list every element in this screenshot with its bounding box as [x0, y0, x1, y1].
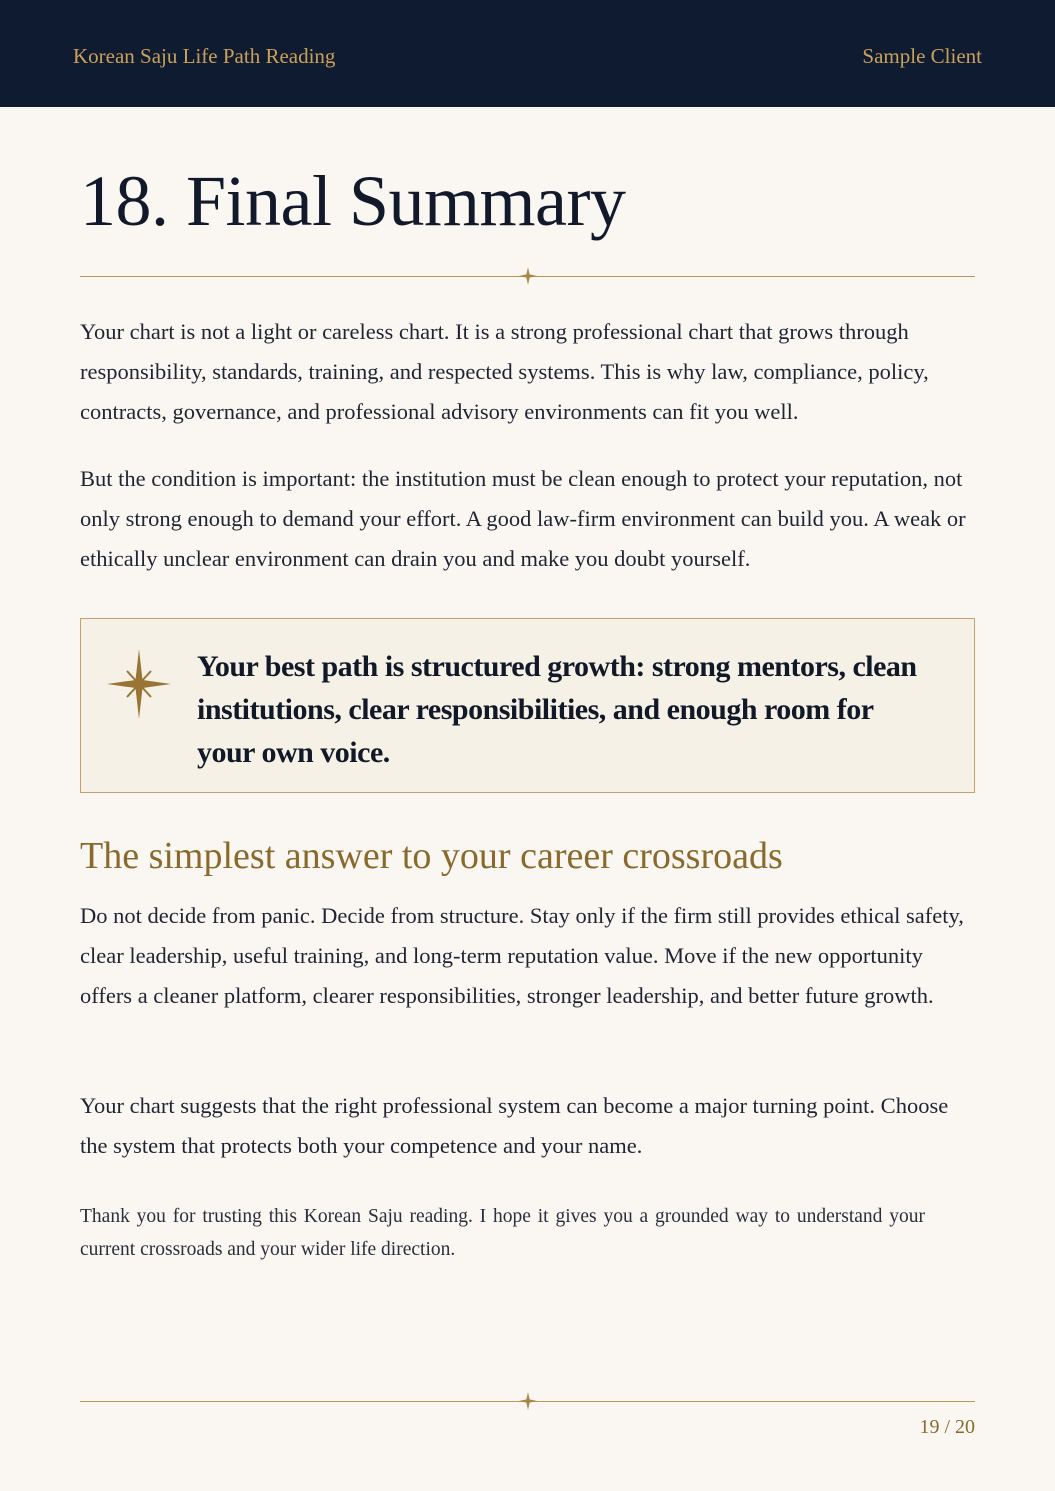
footer-divider: [80, 1401, 975, 1402]
section-paragraph-2: Your chart suggests that the right professional system can become a major turning point. Choose the system that protects both your competence and your name.: [80, 1093, 949, 1158]
section-paragraph-1: Do not decide from panic. Decide from structure. Stay only if the firm still provides ethical safety, clear leadership, useful training, and long-term reputation value. Move if the new opportunity offers a cleaner platform, clearer responsibilities, stronger leadership, and better future growth.: [80, 903, 964, 1008]
page-title: 18. Final Summary: [80, 161, 626, 241]
section-heading: The simplest answer to your career crossroads: [80, 835, 783, 877]
intro-paragraph-2: But the condition is important: the institution must be clean enough to protect your reputation, not only strong enough to demand your effort. A good law-firm environment can build you. A weak or ethically unclear environment can drain you and make you doubt yourself.: [80, 466, 966, 571]
intro-paragraph-1: Your chart is not a light or careless chart. It is a strong professional chart that grows through responsibility, standards, training, and respected systems. This is why law, compliance, policy, contracts, governance, and professional advisory environments can fit you well.: [80, 319, 929, 424]
key-insight-callout: [80, 618, 975, 793]
page-header: [0, 0, 1055, 107]
four-point-star-icon: [107, 649, 171, 719]
title-divider: [80, 276, 975, 277]
report-title: Korean Saju Life Path Reading: [73, 44, 336, 68]
client-name: Sample Client: [862, 44, 982, 68]
small-star-icon: [519, 1392, 537, 1410]
closing-note: Thank you for trusting this Korean Saju reading. I hope it gives you a grounded way to understand your current crossroads and your wider life direction.: [80, 1206, 925, 1260]
callout-text: Your best path is structured growth: strong mentors, clean institutions, clear responsibilities, and enough room for your own voice.: [197, 650, 917, 769]
page-number: 19 / 20: [919, 1416, 975, 1438]
small-star-icon: [519, 267, 537, 285]
